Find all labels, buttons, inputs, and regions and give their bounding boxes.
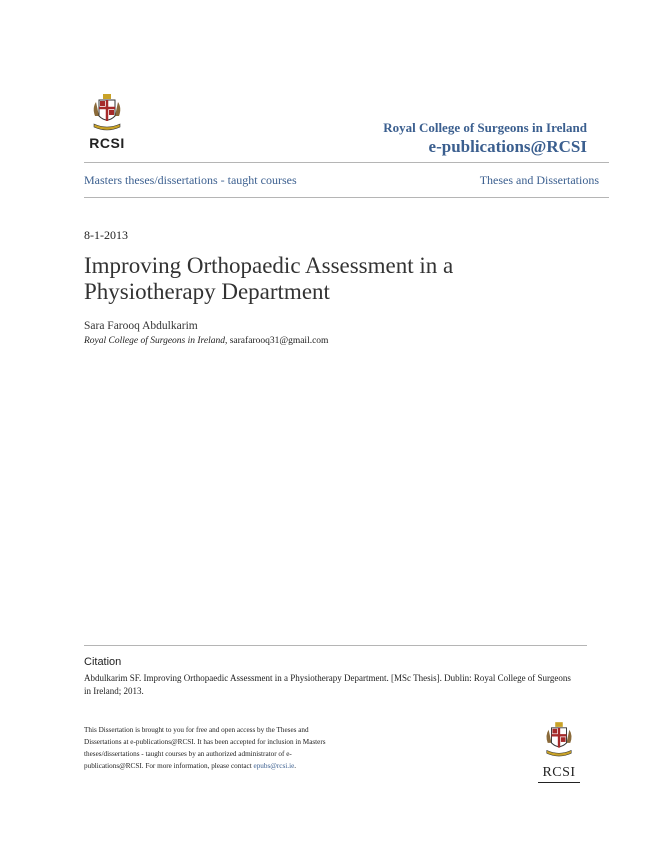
author-name: Sara Farooq Abdulkarim bbox=[84, 320, 198, 332]
document-title: Improving Orthopaedic Assessment in a Physiotherapy Department bbox=[84, 253, 454, 304]
divider bbox=[84, 197, 609, 198]
rcsi-logo bbox=[84, 94, 130, 151]
citation-heading: Citation bbox=[84, 656, 122, 668]
access-statement bbox=[84, 724, 334, 772]
divider bbox=[84, 645, 587, 646]
institution-name[interactable]: Royal College of Surgeons in Ireland bbox=[383, 120, 587, 135]
parent-collection-link[interactable]: Theses and Dissertations bbox=[479, 173, 599, 187]
access-text: This Dissertation is brought to you for free and open access by the Theses and Dissertations at e-publications@RCSI. It has been accepted for inclusion in Masters theses/dissertations - taught courses by an authorized administrator of e-publications@RCSI. For more information, please contact bbox=[84, 726, 326, 770]
crest-icon bbox=[90, 94, 124, 134]
footer-rcsi-logo bbox=[538, 722, 580, 783]
citation-text: Abdulkarim SF. Improving Orthopaedic Assessment in a Physiotherapy Department. [MSc Thesis]. Dublin: Royal College of Surgeons in Ireland; 2013. bbox=[84, 673, 571, 696]
institution-header bbox=[383, 120, 587, 157]
author-email: sarafarooq31@gmail.com bbox=[229, 336, 329, 346]
repository-name[interactable]: e-publications@RCSI bbox=[428, 137, 587, 156]
publication-date: 8-1-2013 bbox=[84, 228, 128, 242]
author-affiliation: Royal College of Surgeons in Ireland, sarafarooq31@gmail.com bbox=[84, 336, 329, 346]
divider bbox=[84, 162, 609, 163]
footer-logo-text: RCSI bbox=[542, 765, 576, 780]
logo-text: RCSI bbox=[89, 135, 125, 151]
collection-link[interactable]: Masters theses/dissertations - taught courses bbox=[84, 173, 297, 187]
affiliation-name: Royal College of Surgeons in Ireland bbox=[84, 336, 225, 346]
contact-email-link[interactable]: epubs@rcsi.ie bbox=[253, 762, 295, 770]
access-trailing: . bbox=[294, 762, 297, 770]
crest-icon bbox=[543, 722, 575, 760]
logo-underline bbox=[538, 782, 580, 783]
